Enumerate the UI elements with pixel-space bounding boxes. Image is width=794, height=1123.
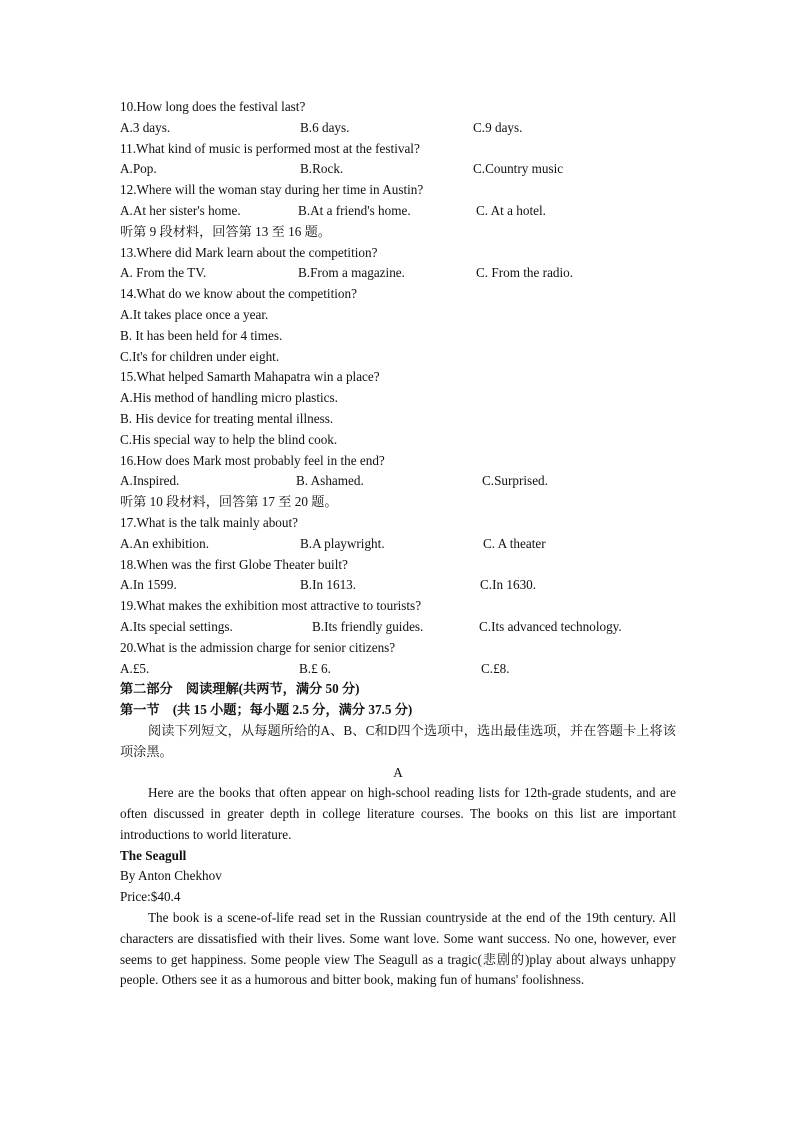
section-1-title: 第一节 (共 15 小题；每小题 2.5 分，满分 37.5 分) <box>120 702 413 718</box>
option-c: C. From the radio. <box>476 265 574 281</box>
option-b: B.At a friend's home. <box>298 202 411 218</box>
option-c: C.It's for children under eight. <box>120 348 280 364</box>
option-c: C. A theater <box>483 535 546 551</box>
option-a: A.An exhibition. <box>120 535 210 551</box>
question-12: 12.Where will the woman stay during her time in Austin? <box>120 182 424 198</box>
options-18 <box>120 575 676 596</box>
option-b: B. Ashamed. <box>296 473 364 489</box>
option-b: B.Its friendly guides. <box>312 618 424 634</box>
option-c: C.9 days. <box>473 119 523 135</box>
options-12 <box>120 201 676 222</box>
option-a: A. From the TV. <box>120 265 207 281</box>
option-c: C. At a hotel. <box>476 202 546 218</box>
option-b: B.A playwright. <box>300 535 385 551</box>
option-b: B.Rock. <box>300 161 344 177</box>
option-b: B. His device for treating mental illness. <box>120 410 334 426</box>
option-b: B.6 days. <box>300 119 350 135</box>
instructions: 阅读下列短文，从每题所给的A、B、C和D四个选项中，选出最佳选项，并在答题卡上将该项涂黑。 <box>120 722 676 759</box>
question-19: 19.What makes the exhibition most attractive to tourists? <box>120 598 422 614</box>
question-17: 17.What is the talk mainly about? <box>120 514 298 530</box>
option-a: A.£5. <box>120 660 150 676</box>
question-18: 18.When was the first Globe Theater built? <box>120 556 348 572</box>
question-14: 14.What do we know about the competition? <box>120 286 357 302</box>
question-20: 20.What is the admission charge for senior citizens? <box>120 639 396 655</box>
option-b: B.In 1613. <box>300 577 357 593</box>
question-13: 13.Where did Mark learn about the competition? <box>120 244 378 260</box>
page-content <box>120 97 676 991</box>
options-17 <box>120 534 676 555</box>
book-price: Price:$40.4 <box>120 889 181 905</box>
options-19 <box>120 617 676 638</box>
book-author: By Anton Chekhov <box>120 868 222 884</box>
options-13 <box>120 263 676 284</box>
options-16 <box>120 471 676 492</box>
option-c: C.£8. <box>481 660 510 676</box>
part-2-title: 第二部分 阅读理解(共两节，满分 50 分) <box>120 681 360 697</box>
question-10: 10.How long does the festival last? <box>120 99 306 114</box>
option-c: C.His special way to help the blind cook. <box>120 431 338 447</box>
option-b: B. It has been held for 4 times. <box>120 327 283 343</box>
option-a: A.In 1599. <box>120 577 177 593</box>
option-c: C.In 1630. <box>480 577 537 593</box>
option-a: A.His method of handling micro plastics. <box>120 390 338 406</box>
option-a: A.Pop. <box>120 161 157 177</box>
question-16: 16.How does Mark most probably feel in the end? <box>120 452 385 468</box>
option-b: B.From a magazine. <box>298 265 405 281</box>
options-10 <box>120 118 676 139</box>
option-a: A.Inspired. <box>120 473 180 489</box>
option-c: C.Country music <box>473 161 564 177</box>
option-c: C.Its advanced technology. <box>479 618 622 634</box>
option-b: B.£ 6. <box>299 660 331 676</box>
section-9-header: 听第 9 段材料，回答第 13 至 16 题。 <box>120 223 331 239</box>
options-20 <box>120 659 676 680</box>
option-a: A.At her sister's home. <box>120 202 241 218</box>
option-a: A.3 days. <box>120 119 171 135</box>
options-11 <box>120 159 676 180</box>
question-11: 11.What kind of music is performed most at the festival? <box>120 140 420 156</box>
option-a: A.It takes place once a year. <box>120 306 269 322</box>
question-15: 15.What helped Samarth Mahapatra win a place? <box>120 369 380 385</box>
book-description: The book is a scene-of-life read set in the Russian countryside at the end of the 19th century. All characters are dissatisfied with their lives. Some want love. Some want success. No one, however, ever seems to get happiness. Some people view The Seagull as a tragic(悲剧的)play about always unhappy people. Others see it as a humorous and bitter book, making fun of humans' foolishness. <box>120 910 676 988</box>
section-10-header: 听第 10 段材料，回答第 17 至 20 题。 <box>120 494 338 510</box>
option-c: C.Surprised. <box>482 473 548 489</box>
intro-paragraph: Here are the books that often appear on high-school reading lists for 12th-grade students, and are often discussed in greater depth in college literature courses. The books on this list are important introductions to world literature. <box>120 785 676 842</box>
option-a: A.Its special settings. <box>120 618 233 634</box>
passage-label: A <box>393 764 403 780</box>
book-title: The Seagull <box>120 847 187 863</box>
